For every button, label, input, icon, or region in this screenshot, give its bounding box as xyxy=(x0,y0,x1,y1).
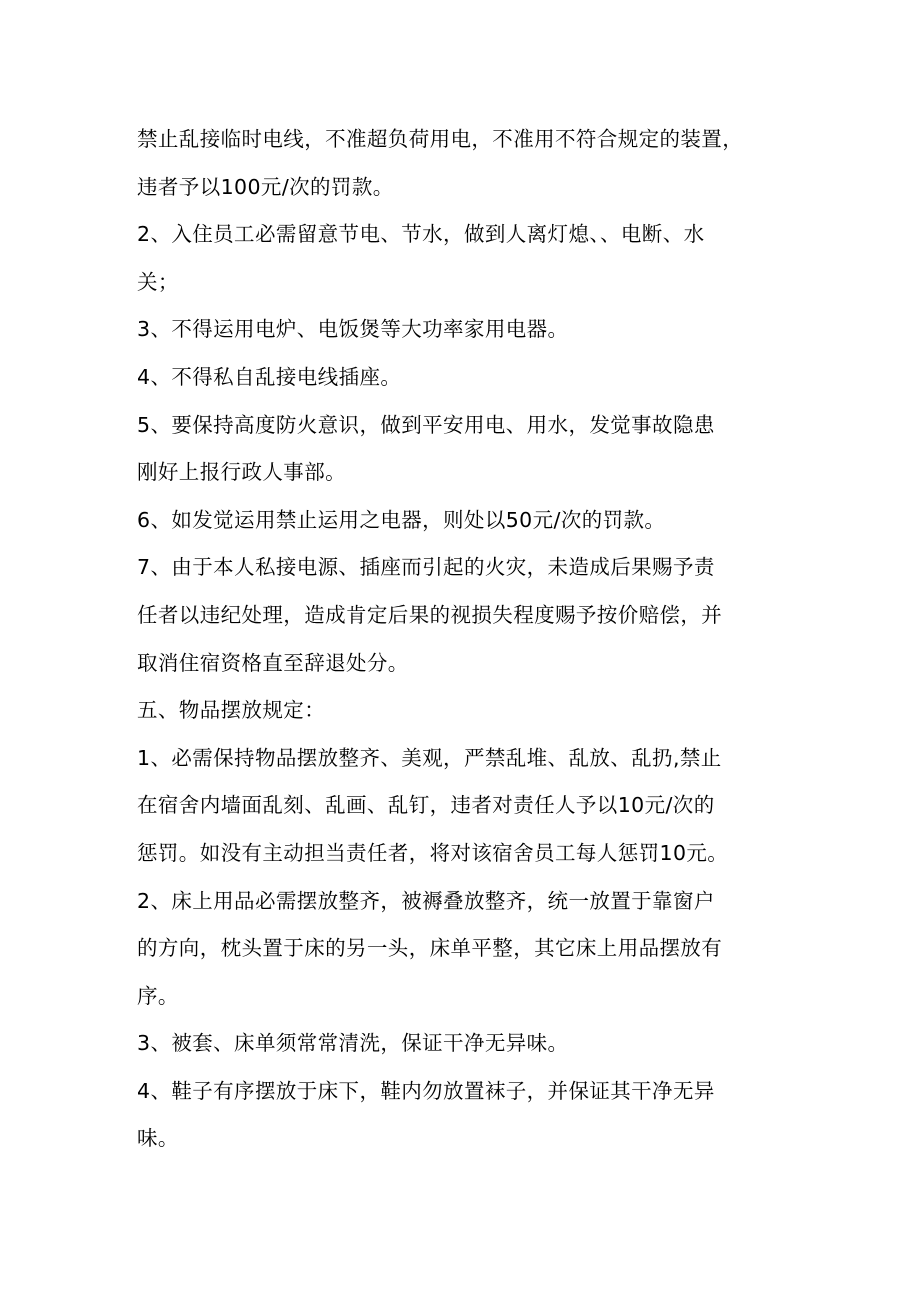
text-line: 6、如发觉运用禁止运用之电器，则处以50元/次的罚款。 xyxy=(137,507,666,532)
text-line: 违者予以100元/次的罚款。 xyxy=(137,174,394,199)
document-body xyxy=(137,116,802,1163)
text-line: 3、不得运用电炉、电饭煲等大功率家用电器。 xyxy=(137,317,569,342)
text-line: 味。 xyxy=(137,1126,179,1151)
text-line: 5、要保持高度防火意识，做到平安用电、用水，发觉事故隐患 xyxy=(137,412,715,437)
text-line: 禁止乱接临时电线，不准超负荷用电，不准用不符合规定的装置， xyxy=(137,127,744,151)
text-line: 刚好上报行政人事部。 xyxy=(137,460,346,485)
text-line: 1、必需保持物品摆放整齐、美观，严禁乱堆、乱放、乱扔,禁止 xyxy=(137,745,722,770)
text-line: 任者以违纪处理，造成肯定后果的视损失程度赐予按价赔偿，并 xyxy=(137,602,723,627)
text-line: 取消住宿资格直至辞退处分。 xyxy=(137,650,409,675)
text-line: 序。 xyxy=(137,983,179,1008)
text-line: 在宿舍内墙面乱刻、乱画、乱钉，违者对责任人予以10元/次的 xyxy=(137,793,715,818)
text-line: 7、由于本人私接电源、插座而引起的火灾，未造成后果赐予责 xyxy=(137,555,715,580)
text-line: 4、鞋子有序摆放于床下，鞋内勿放置袜子，并保证其干净无异 xyxy=(137,1078,715,1103)
text-line: 3、被套、床单须常常清洗，保证干净无异味。 xyxy=(137,1031,569,1056)
text-line: 的方向，枕头置于床的另一头，床单平整，其它床上用品摆放有 xyxy=(137,936,723,961)
text-line: 2、床上用品必需摆放整齐，被褥叠放整齐，统一放置于靠窗户 xyxy=(137,888,715,913)
text-line: 惩罚。如没有主动担当责任者，将对该宿舍员工每人惩罚10元。 xyxy=(137,840,729,865)
text-line: 关； xyxy=(137,269,179,294)
section-heading: 五、物品摆放规定： xyxy=(137,698,326,723)
text-line: 2、入住员工必需留意节电、节水，做到人离灯熄、、电断、水 xyxy=(137,222,705,247)
text-line: 4、不得私自乱接电线插座。 xyxy=(137,364,402,389)
